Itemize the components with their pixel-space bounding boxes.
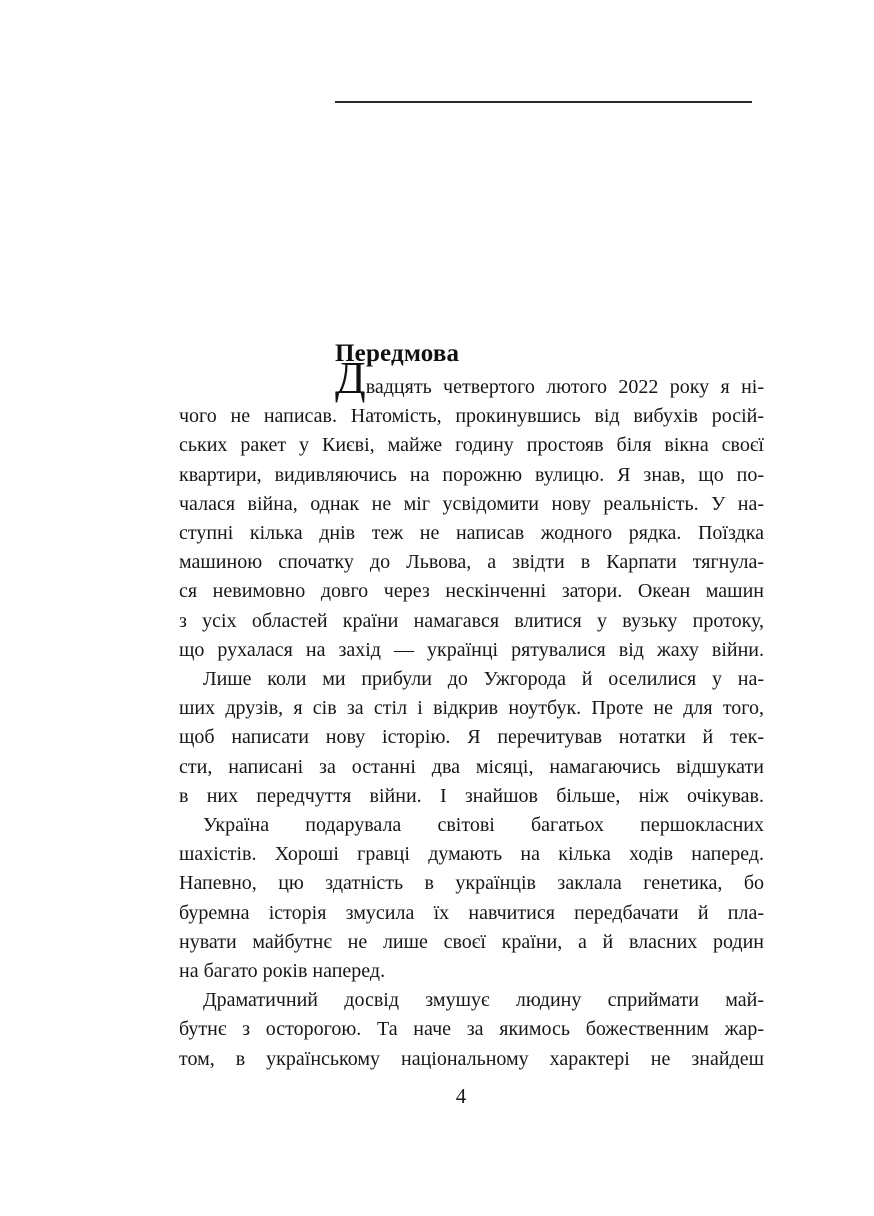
text-line: буремна історія змусила їх навчитися передбачати й пла- xyxy=(179,901,764,924)
text-line: Напевно, цю здатність в українців заклала генетика, бо xyxy=(179,872,764,895)
text-line: ших друзів, я сів за стіл і відкрив ноутбук. Проте не для того, xyxy=(179,697,764,720)
text-line: Україна подарувала світові багатьох першокласних xyxy=(203,814,764,837)
paragraph xyxy=(179,665,764,811)
text-line: в них передчуття війни. І знайшов більше, ніж очікував. xyxy=(179,784,764,807)
text-line: на багато років наперед. xyxy=(179,960,386,983)
text-line: що рухалася на захід — українці рятувалися від жаху війни. xyxy=(179,638,764,661)
text-line: машиною спочатку до Львова, а звідти в Карпати тягнула- xyxy=(179,551,764,574)
text-line: чалася війна, однак не міг усвідомити нову реальність. У на- xyxy=(179,492,764,515)
text-line: нувати майбутнє не лише своєї країни, а й власних родин xyxy=(179,930,764,953)
page-number: 4 xyxy=(455,1084,467,1108)
paragraph xyxy=(179,811,764,986)
text-line: Лише коли ми прибули до Ужгорода й оселилися у на- xyxy=(203,668,764,691)
text-line: Драматичний досвід змушує людину сприймати май- xyxy=(203,989,764,1012)
text-line: бутнє з осторогою. Та наче за якимось божественним жар- xyxy=(179,1018,764,1041)
text-line: чого не написав. Натомість, прокинувшись від вибухів росій- xyxy=(179,405,764,428)
text-line: шахістів. Хороші гравці думають на кілька ходів наперед. xyxy=(179,843,764,866)
text-line: сти, написані за останні два місяці, намагаючись відшукати xyxy=(179,755,764,778)
drop-cap-letter: Д xyxy=(335,353,366,403)
text-line: том, в українському національному характері не знайдеш xyxy=(179,1047,764,1070)
text-line: ступні кілька днів теж не написав жодного рядка. Поїздка xyxy=(179,522,764,545)
header-rule xyxy=(335,101,752,103)
text-line: Двадцять четвертого лютого 2022 року я ні- xyxy=(335,353,764,403)
text-line: щоб написати нову історію. Я перечитував нотатки й тек- xyxy=(179,726,764,749)
text-line: ських ракет у Києві, майже годину простояв біля вікна своєї xyxy=(179,434,764,457)
paragraph xyxy=(179,986,764,1074)
text-line: з усіх областей країни намагався влитися у вузьку протоку, xyxy=(179,609,764,632)
chapter-heading: Передмова xyxy=(335,339,460,367)
text-line: ся невимовно довго через нескінченні затори. Океан машин xyxy=(179,580,764,603)
text-line: квартири, видивляючись на порожню вулицю. Я знав, що по- xyxy=(179,463,764,486)
